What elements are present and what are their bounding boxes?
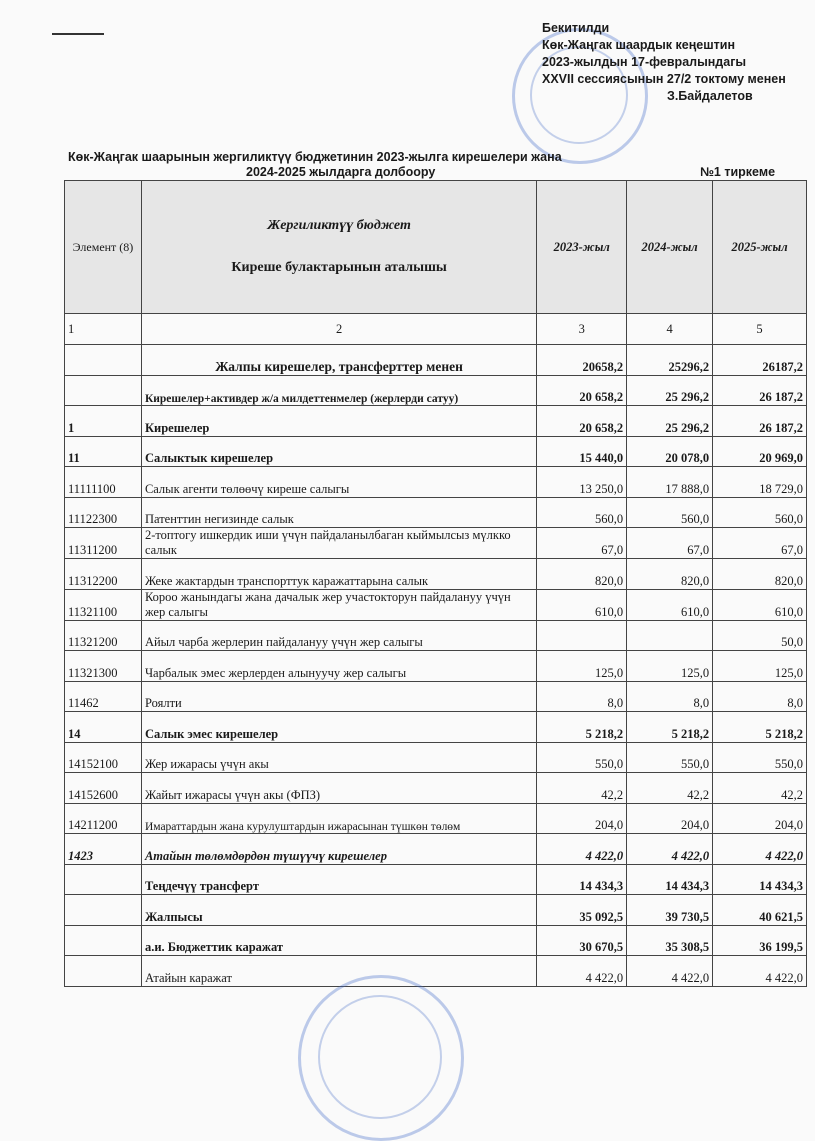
row-value-2025: 610,0 [713, 589, 807, 620]
header-2024: 2024-жыл [627, 181, 713, 314]
row-name: Роялти [141, 681, 536, 712]
row-code: 11462 [65, 681, 142, 712]
row-code [65, 895, 142, 926]
row-value-2025: 560,0 [713, 497, 807, 528]
row-name: Жайыт ижарасы үчүн акы (ФПЗ) [141, 773, 536, 804]
row-value-2023: 15 440,0 [537, 436, 627, 467]
appendix-label: №1 тиркеме [700, 165, 776, 179]
approval-line: XXVII сессиясынын 27/2 токтому менен [542, 72, 786, 86]
row-code: 11311200 [65, 528, 142, 559]
row-name: Жалпы кирешелер, трансферттер менен [141, 345, 536, 376]
corner-mark [52, 33, 104, 35]
row-value-2024 [627, 620, 713, 651]
row-code: 1423 [65, 834, 142, 865]
row-value-2024: 550,0 [627, 742, 713, 773]
row-value-2025: 18 729,0 [713, 467, 807, 498]
row-code: 11122300 [65, 497, 142, 528]
row-value-2025: 26 187,2 [713, 406, 807, 437]
table-row [65, 436, 807, 467]
header-2025: 2025-жыл [713, 181, 807, 314]
header-name [141, 181, 536, 314]
row-value-2025: 204,0 [713, 803, 807, 834]
row-value-2023: 13 250,0 [537, 467, 627, 498]
table-header-row [65, 181, 807, 314]
approval-line: Бекитилди [542, 21, 610, 35]
row-value-2023: 610,0 [537, 589, 627, 620]
table-row [65, 834, 807, 865]
row-value-2024: 610,0 [627, 589, 713, 620]
row-value-2023: 4 422,0 [537, 834, 627, 865]
row-value-2025: 820,0 [713, 559, 807, 590]
index-cell: 4 [627, 314, 713, 345]
approval-line: 2023-жылдын 17-февралындагы [542, 55, 747, 69]
table-row [65, 497, 807, 528]
row-value-2023: 20 658,2 [537, 375, 627, 406]
row-value-2024: 17 888,0 [627, 467, 713, 498]
table-row [65, 803, 807, 834]
row-value-2024: 4 422,0 [627, 956, 713, 987]
row-value-2024: 25 296,2 [627, 375, 713, 406]
row-value-2025: 20 969,0 [713, 436, 807, 467]
header-name-bottom: Киреше булактарынын аталышы [231, 260, 447, 275]
row-name: Атайын төлөмдөрдөн түшүүчү кирешелер [141, 834, 536, 865]
row-value-2023: 5 218,2 [537, 712, 627, 743]
row-value-2025: 125,0 [713, 651, 807, 682]
row-value-2023: 560,0 [537, 497, 627, 528]
row-name: 2-топтогу ишкердик иши үчүн пайдаланылбаган кыймылсыз мүлкко салык [141, 528, 536, 559]
row-value-2025: 50,0 [713, 620, 807, 651]
row-value-2024: 560,0 [627, 497, 713, 528]
row-value-2023 [537, 620, 627, 651]
row-code: 11312200 [65, 559, 142, 590]
row-name: Патенттин негизинде салык [141, 497, 536, 528]
row-code: 1 [65, 406, 142, 437]
row-name: Чарбалык эмес жерлерден алынуучу жер салыгы [141, 651, 536, 682]
table-row [65, 345, 807, 376]
row-name: Салык агенти төлөөчү киреше салыгы [141, 467, 536, 498]
row-value-2023: 14 434,3 [537, 864, 627, 895]
row-code [65, 956, 142, 987]
row-value-2024: 39 730,5 [627, 895, 713, 926]
table-row [65, 712, 807, 743]
row-code: 14152600 [65, 773, 142, 804]
row-value-2023: 67,0 [537, 528, 627, 559]
row-value-2023: 35 092,5 [537, 895, 627, 926]
row-value-2024: 14 434,3 [627, 864, 713, 895]
approval-line: Көк-Жаңгак шаардык кеңештин [542, 38, 735, 52]
row-value-2025: 42,2 [713, 773, 807, 804]
row-value-2024: 25296,2 [627, 345, 713, 376]
index-cell: 2 [141, 314, 536, 345]
row-value-2023: 4 422,0 [537, 956, 627, 987]
row-value-2025: 67,0 [713, 528, 807, 559]
row-code: 14211200 [65, 803, 142, 834]
table-row [65, 681, 807, 712]
row-value-2024: 204,0 [627, 803, 713, 834]
row-code: 11 [65, 436, 142, 467]
index-row [65, 314, 807, 345]
index-cell: 3 [537, 314, 627, 345]
row-value-2025: 26187,2 [713, 345, 807, 376]
title-line: 2024-2025 жылдарга долбоору [246, 165, 436, 179]
row-value-2024: 42,2 [627, 773, 713, 804]
table-row [65, 773, 807, 804]
document-title [68, 150, 562, 180]
row-value-2024: 125,0 [627, 651, 713, 682]
row-value-2025: 5 218,2 [713, 712, 807, 743]
table-row [65, 528, 807, 559]
row-value-2024: 5 218,2 [627, 712, 713, 743]
row-name: Атайын каражат [141, 956, 536, 987]
row-value-2023: 204,0 [537, 803, 627, 834]
row-value-2023: 125,0 [537, 651, 627, 682]
row-code [65, 375, 142, 406]
row-code [65, 925, 142, 956]
row-value-2025: 40 621,5 [713, 895, 807, 926]
row-code: 11111100 [65, 467, 142, 498]
table-row [65, 742, 807, 773]
index-cell: 1 [65, 314, 142, 345]
table-row [65, 559, 807, 590]
header-element: Элемент (8) [65, 181, 142, 314]
table-row [65, 406, 807, 437]
row-name: Жеке жактардын транспорттук каражаттарына салык [141, 559, 536, 590]
title-line: Көк-Жаңгак шаарынын жергиликтүү бюджетинин 2023-жылга кирешелери жана [68, 150, 562, 164]
row-value-2024: 25 296,2 [627, 406, 713, 437]
row-value-2025: 26 187,2 [713, 375, 807, 406]
index-cell: 5 [713, 314, 807, 345]
row-value-2024: 820,0 [627, 559, 713, 590]
row-code: 14152100 [65, 742, 142, 773]
row-name: Жалпысы [141, 895, 536, 926]
row-value-2024: 35 308,5 [627, 925, 713, 956]
row-value-2023: 20658,2 [537, 345, 627, 376]
row-name: Жер ижарасы үчүн акы [141, 742, 536, 773]
row-value-2025: 550,0 [713, 742, 807, 773]
row-value-2023: 820,0 [537, 559, 627, 590]
table-row [65, 895, 807, 926]
row-code [65, 864, 142, 895]
signature-name: З.Байдалетов [667, 89, 753, 103]
header-2023: 2023-жыл [537, 181, 627, 314]
row-value-2023: 42,2 [537, 773, 627, 804]
row-value-2023: 8,0 [537, 681, 627, 712]
row-name: а.и. Бюджеттик каражат [141, 925, 536, 956]
table-row [65, 925, 807, 956]
row-value-2024: 4 422,0 [627, 834, 713, 865]
finance-stamp-inner [318, 995, 442, 1119]
table-row [65, 956, 807, 987]
row-value-2025: 14 434,3 [713, 864, 807, 895]
table-row [65, 620, 807, 651]
row-value-2024: 67,0 [627, 528, 713, 559]
row-name: Айыл чарба жерлерин пайдалануу үчүн жер салыгы [141, 620, 536, 651]
row-name: Кирешелер [141, 406, 536, 437]
row-name: Кирешелер+активдер ж/а милдеттенмелер (жерлерди сатуу) [141, 375, 536, 406]
row-name: Салыктык кирешелер [141, 436, 536, 467]
table-row [65, 467, 807, 498]
row-name: Салык эмес кирешелер [141, 712, 536, 743]
budget-table [64, 180, 807, 987]
table-row [65, 589, 807, 620]
row-code: 14 [65, 712, 142, 743]
row-name: Имараттардын жана курулуштардын ижарасынан түшкөн төлөм [141, 803, 536, 834]
row-value-2025: 4 422,0 [713, 834, 807, 865]
table-row [65, 651, 807, 682]
row-value-2025: 4 422,0 [713, 956, 807, 987]
approval-block [542, 20, 786, 105]
row-value-2023: 550,0 [537, 742, 627, 773]
row-name: Теңдечүү трансферт [141, 864, 536, 895]
row-code: 11321200 [65, 620, 142, 651]
row-value-2023: 20 658,2 [537, 406, 627, 437]
row-value-2025: 36 199,5 [713, 925, 807, 956]
row-code [65, 345, 142, 376]
row-value-2024: 20 078,0 [627, 436, 713, 467]
row-code: 11321100 [65, 589, 142, 620]
header-name-top: Жергиликтүү бюджет [267, 218, 411, 233]
table-row [65, 375, 807, 406]
table-row [65, 864, 807, 895]
row-name: Короо жанындагы жана дачалык жер участокторун пайдалануу үчүн жер салыгы [141, 589, 536, 620]
row-value-2024: 8,0 [627, 681, 713, 712]
row-value-2023: 30 670,5 [537, 925, 627, 956]
row-code: 11321300 [65, 651, 142, 682]
row-value-2025: 8,0 [713, 681, 807, 712]
